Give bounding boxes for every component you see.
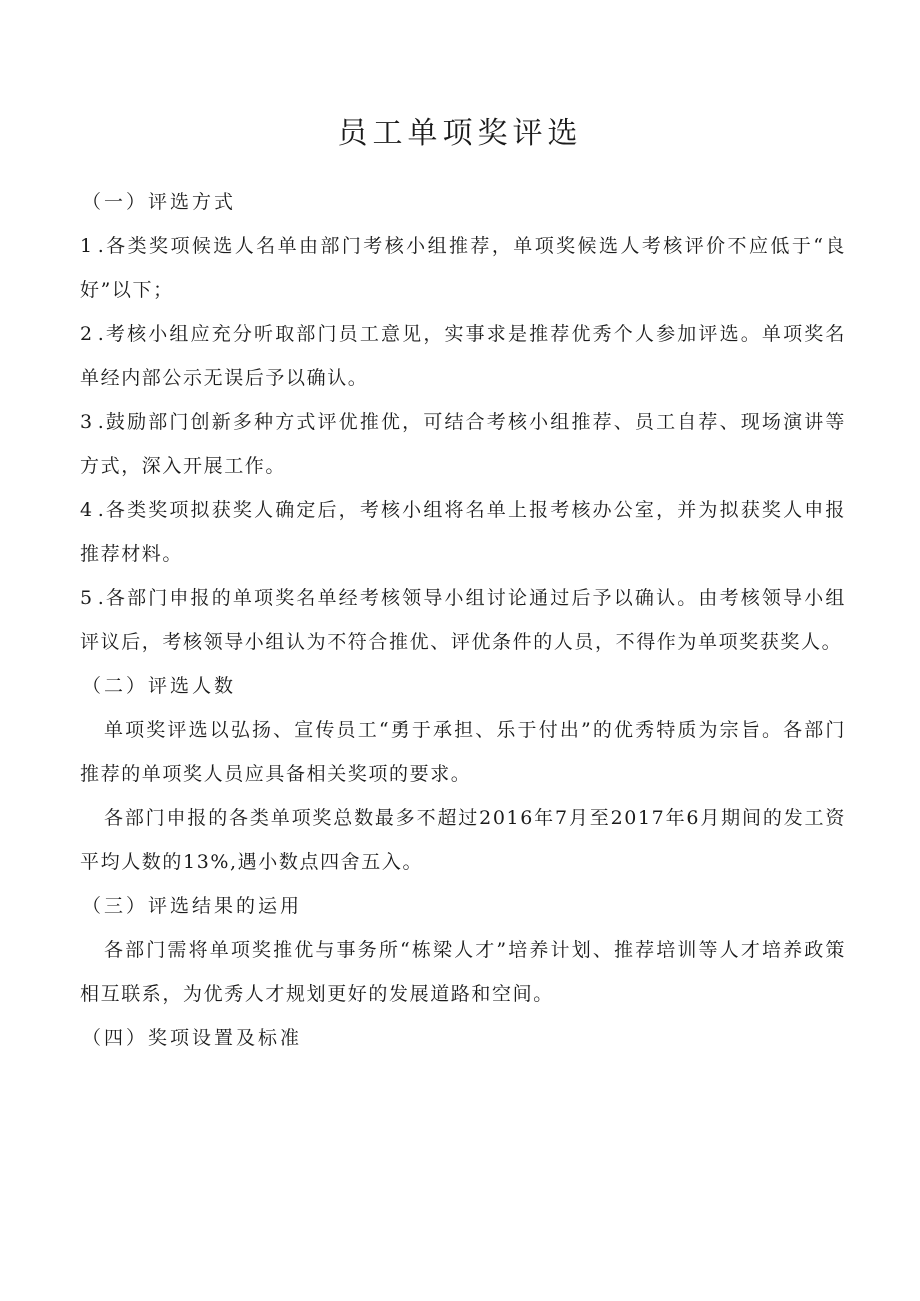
item-text: .各部门申报的单项奖名单经考核领导小组讨论通过后予以确认。由考核领导小组评议后，考核领导小组认为不符合推优、评优条件的人员，不得作为单项奖获奖人。 — [80, 587, 846, 653]
document-title: 员工单项奖评选 — [337, 116, 583, 151]
item-number: 1 — [80, 235, 94, 257]
item-text: .各类奖项拟获奖人确定后，考核小组将名单上报考核办公室，并为拟获奖人申报推荐材料。 — [80, 499, 846, 565]
section-heading-2: （二）评选人数 — [82, 675, 237, 697]
list-item — [80, 312, 846, 400]
item-number: 5 — [80, 587, 94, 609]
item-text: .各类奖项候选人名单由部门考核小组推荐，单项奖候选人考核评价不应低于“良好”以下； — [80, 235, 846, 301]
item-number: 3 — [80, 411, 94, 433]
section-heading-4: （四）奖项设置及标准 — [82, 1027, 303, 1049]
item-text: .鼓励部门创新多种方式评优推优，可结合考核小组推荐、员工自荐、现场演讲等方式，深入开展工作。 — [80, 411, 846, 477]
item-number: 2 — [80, 323, 94, 345]
list-item — [80, 576, 846, 664]
paragraph: 各部门需将单项奖推优与事务所“栋梁人才”培养计划、推荐培训等人才培养政策相互联系，为优秀人才规划更好的发展道路和空间。 — [80, 939, 846, 1005]
list-item — [80, 400, 846, 488]
item-number: 4 — [80, 499, 94, 521]
document-body — [80, 180, 846, 1060]
section-heading-1: （一）评选方式 — [82, 191, 237, 213]
list-item — [80, 488, 846, 576]
list-item — [80, 224, 846, 312]
paragraph: 各部门申报的各类单项奖总数最多不超过2016年7月至2017年6月期间的发工资平均人数的13%,遇小数点四舍五入。 — [80, 807, 846, 873]
item-text: .考核小组应充分听取部门员工意见，实事求是推荐优秀个人参加评选。单项奖名单经内部公示无误后予以确认。 — [80, 323, 846, 389]
section-heading-3: （三）评选结果的运用 — [82, 895, 303, 917]
paragraph: 单项奖评选以弘扬、宣传员工“勇于承担、乐于付出”的优秀特质为宗旨。各部门推荐的单项奖人员应具备相关奖项的要求。 — [80, 719, 846, 785]
